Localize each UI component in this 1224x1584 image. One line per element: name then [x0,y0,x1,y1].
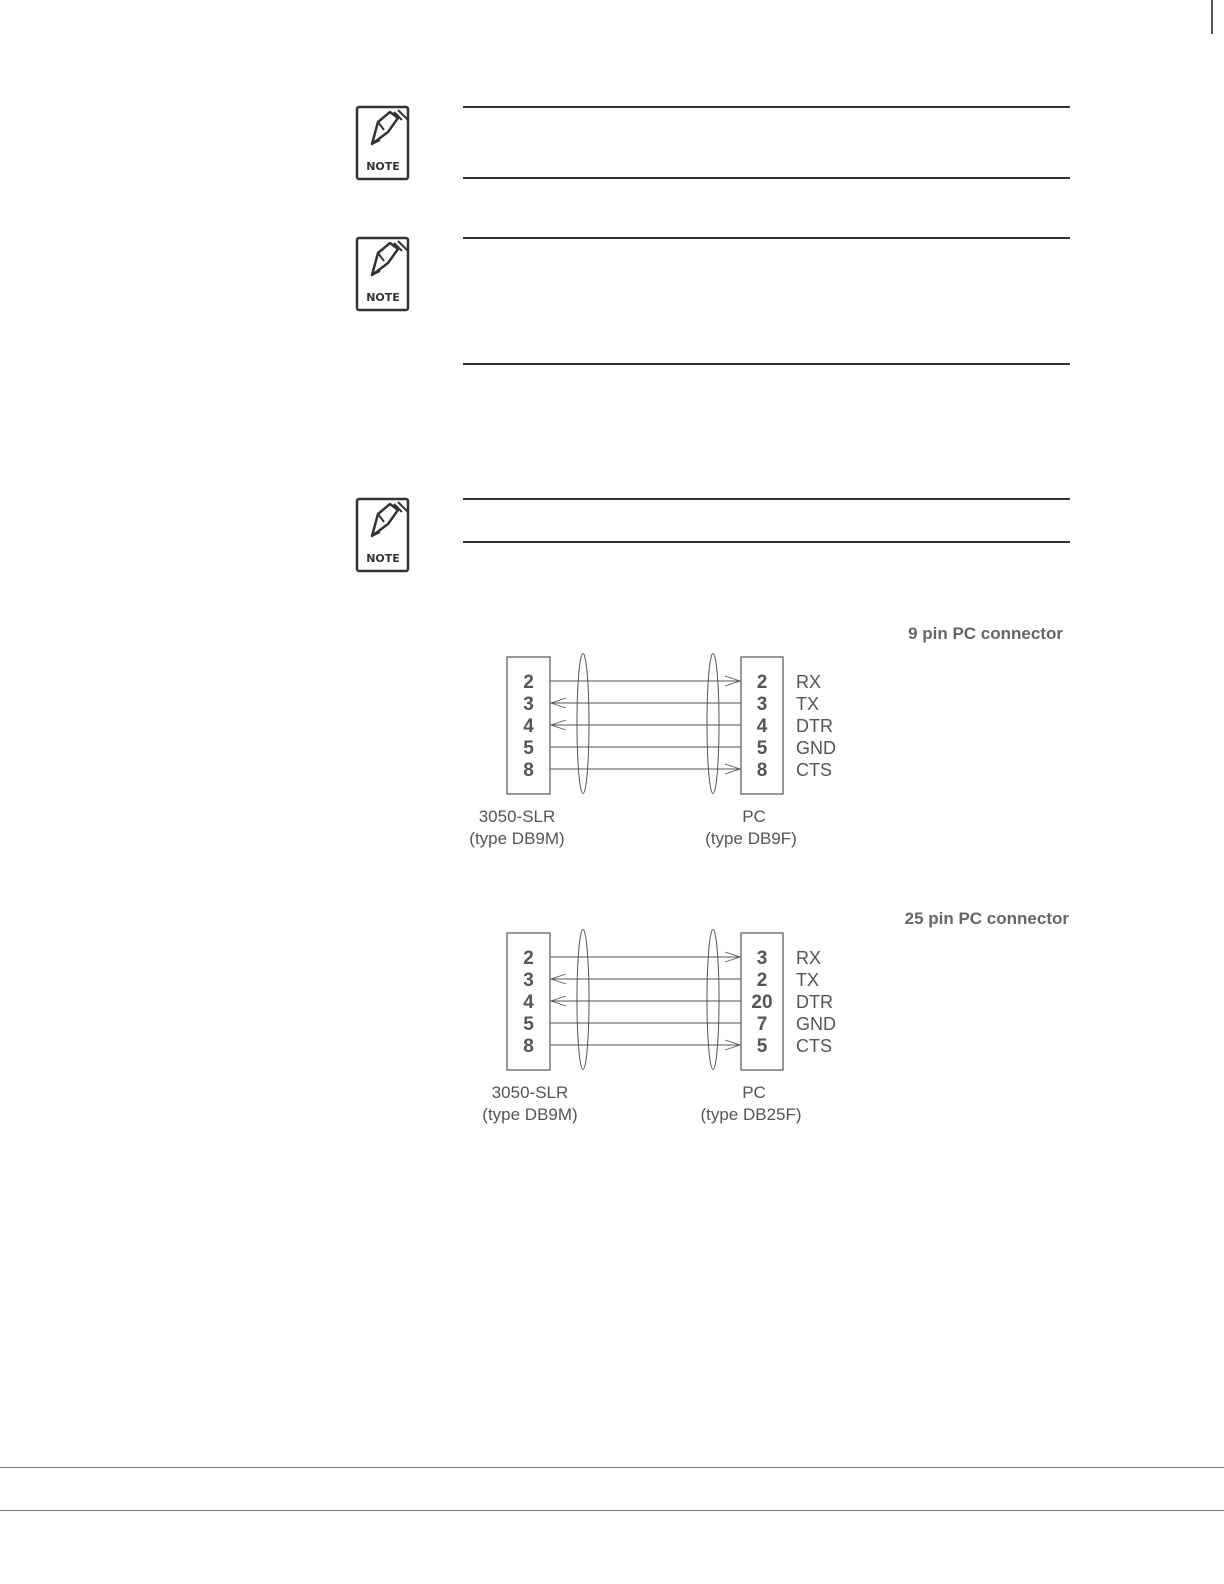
footer-rule-top [0,1467,1224,1468]
signal-name: DTR [796,992,833,1012]
note-rule-top [463,237,1070,239]
right-pin-number: 5 [756,738,768,759]
signal-name: GND [796,1014,836,1034]
left-connector-type: (type DB9M) [482,1105,578,1124]
left-connector-name: 3050-SLR [491,1083,569,1102]
note-rule-top [463,498,1070,500]
note-icon-text: NOTE [366,160,400,173]
right-pin-number: 7 [756,1014,768,1035]
right-pin-number: 20 [751,992,773,1013]
signal-name: CTS [796,1036,832,1056]
wiring-diagram-25pin [440,928,900,1138]
right-pin-number: 2 [756,672,768,693]
note-icon [354,496,414,574]
left-pin-number: 3 [523,970,534,991]
page-edge-mark [1211,0,1213,34]
right-connector-type: (type DB25F) [700,1105,802,1124]
note-icon [354,104,414,182]
cable-shield-left [577,930,589,1070]
right-pin-number: 8 [756,760,768,781]
right-pin-number: 3 [756,694,768,715]
cable-shield-left [577,654,589,794]
right-connector-name: PC [742,807,766,826]
signal-name: TX [796,970,820,990]
signal-name: GND [796,738,836,758]
cable-shield-right [707,930,719,1070]
cable-shield-right [707,654,719,794]
left-pin-number: 4 [523,716,534,737]
note-rule-top [463,106,1070,108]
footer-rule-bottom [0,1510,1224,1511]
left-pin-number: 2 [523,672,534,693]
signal-name: CTS [796,760,832,780]
note-icon-text: NOTE [366,291,400,304]
signal-name: RX [796,672,822,692]
note-rule-bottom [463,541,1070,543]
note-icon [354,235,414,313]
left-connector-name: 3050-SLR [478,807,556,826]
note-icon-text: NOTE [366,552,400,565]
left-pin-number: 8 [523,760,534,781]
right-pin-number: 3 [756,948,768,969]
right-pin-number: 5 [756,1036,768,1057]
signal-name: TX [796,694,820,714]
right-connector-name: PC [742,1083,766,1102]
note-rule-bottom [463,177,1070,179]
note-rule-bottom [463,363,1070,365]
right-pin-number: 2 [756,970,768,991]
wiring-diagram-9pin [440,652,900,862]
left-connector-type: (type DB9M) [469,829,565,848]
signal-name: DTR [796,716,833,736]
diagram-title-25pin: 25 pin PC connector [904,909,1069,928]
left-pin-number: 5 [523,1014,534,1035]
left-pin-number: 4 [523,992,534,1013]
right-connector-type: (type DB9F) [705,829,797,848]
left-pin-number: 5 [523,738,534,759]
left-pin-number: 2 [523,948,534,969]
diagram-title-9pin: 9 pin PC connector [908,624,1063,643]
left-pin-number: 8 [523,1036,534,1057]
left-pin-number: 3 [523,694,534,715]
right-pin-number: 4 [756,716,768,737]
signal-name: RX [796,948,822,968]
